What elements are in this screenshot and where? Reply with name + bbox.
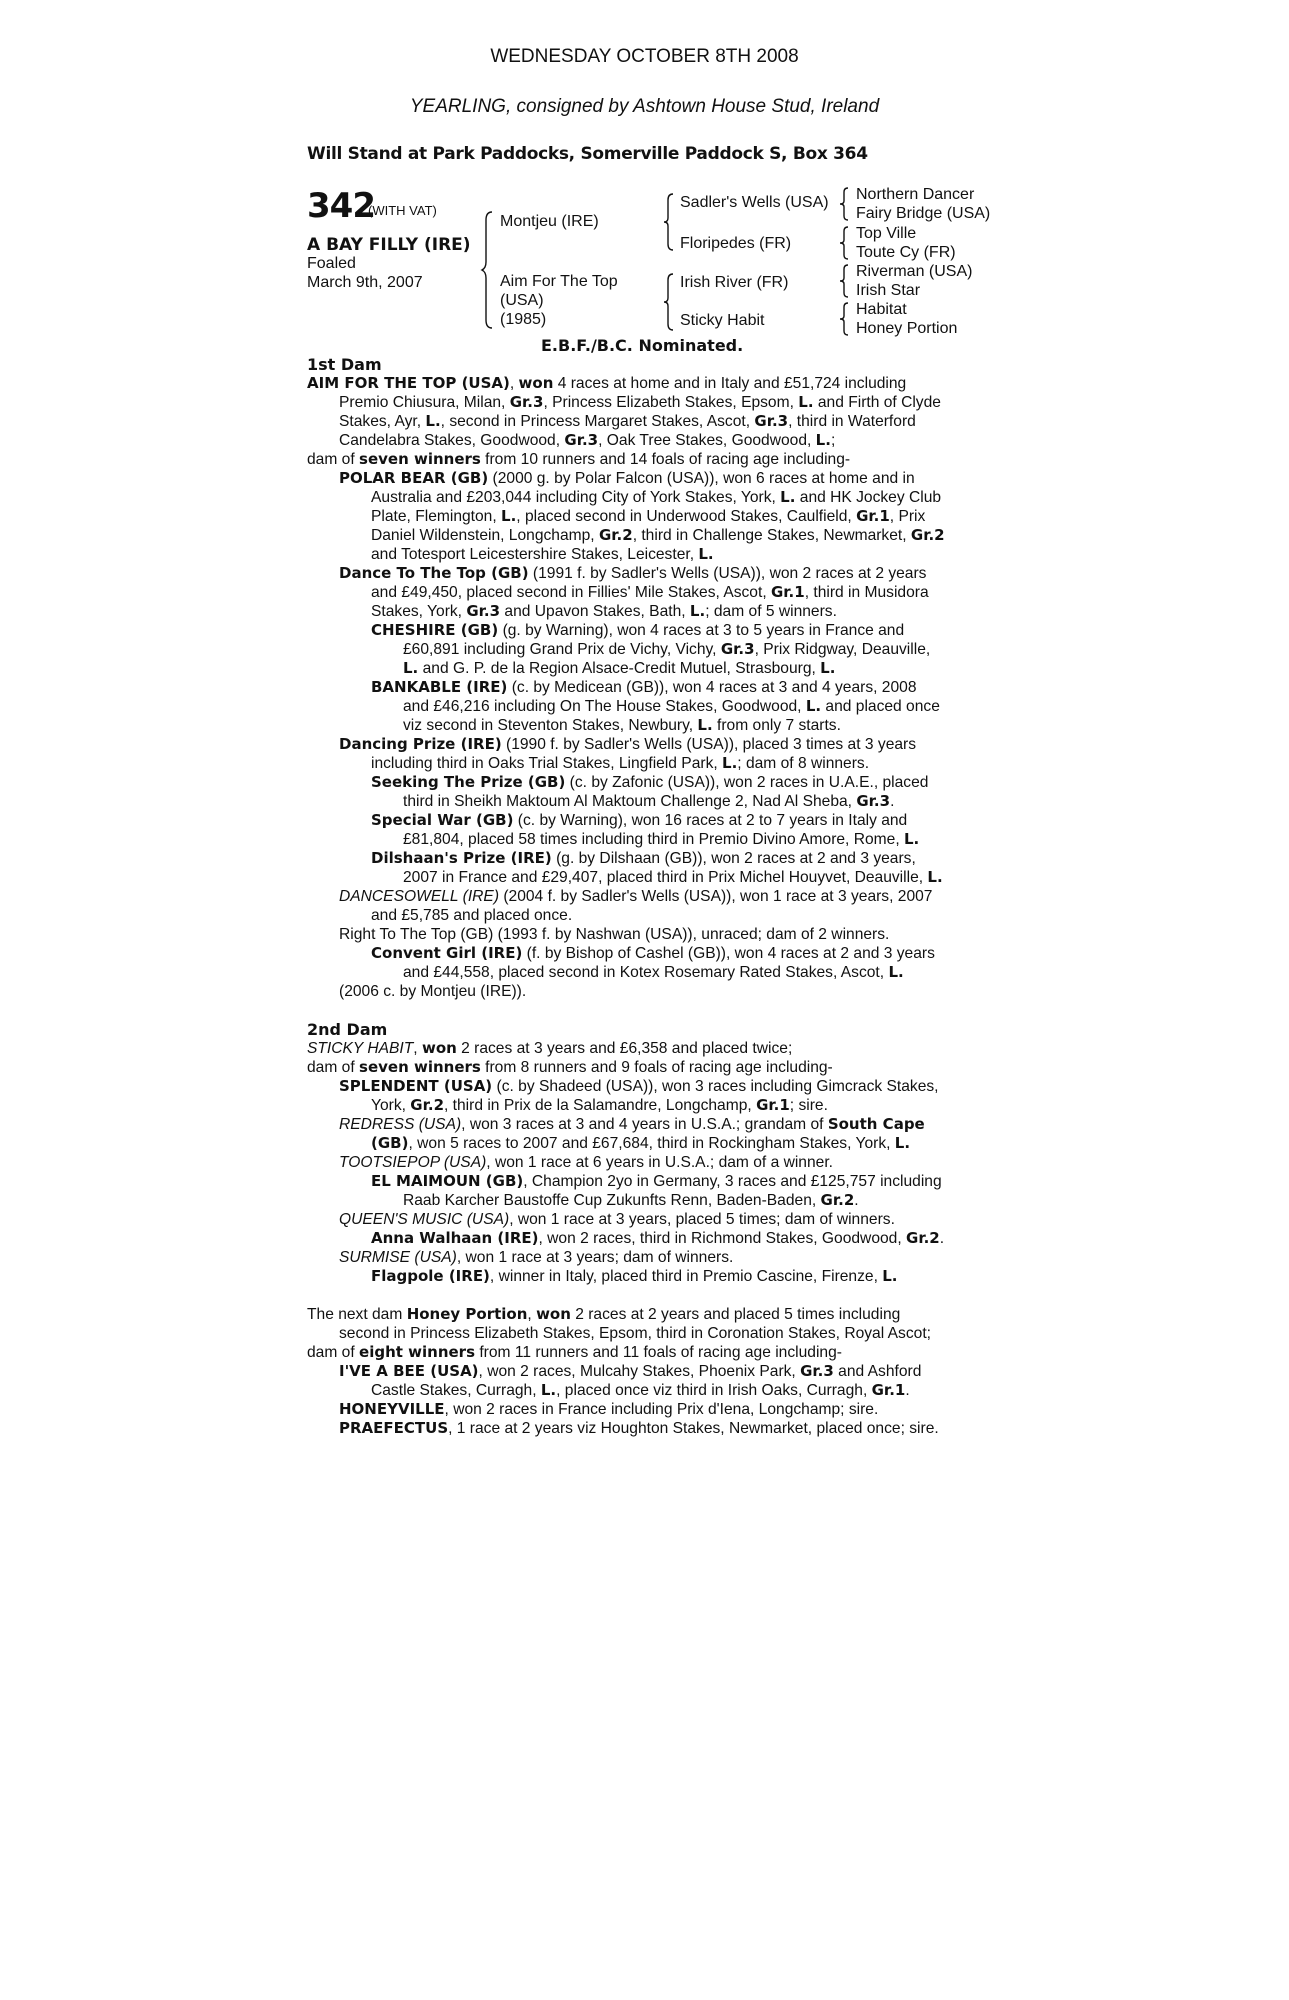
pedigree-sds: Top Ville — [856, 225, 917, 242]
pedigree-dam-line2: (USA) — [500, 292, 544, 309]
second-dam-section — [307, 1039, 977, 1286]
first-dam-line: L. and G. P. de la Region Alsace-Credit Mutuel, Strasbourg, L. — [403, 659, 836, 677]
second-dam-line: TOOTSIEPOP (USA), won 1 race at 6 years in U.S.A.; dam of a winner. — [339, 1154, 833, 1171]
pedigree-dsd: Irish Star — [856, 282, 921, 299]
second-dam-line: SPLENDENT (USA) (c. by Shadeed (USA)), won 3 races including Gimcrack Stakes, — [339, 1077, 939, 1095]
first-dam-line: (2006 c. by Montjeu (IRE)). — [339, 983, 527, 1000]
first-dam-line: Right To The Top (GB) (1993 f. by Nashwan (USA)), unraced; dam of 2 winners. — [339, 926, 890, 943]
next-dam-line: PRAEFECTUS, 1 race at 2 years viz Houghton Stakes, Newmarket, placed once; sire. — [339, 1419, 939, 1437]
first-dam-line: POLAR BEAR (GB) (2000 g. by Polar Falcon (USA)), won 6 races at home and in — [339, 469, 915, 487]
first-dam-line: Convent Girl (IRE) (f. by Bishop of Cashel (GB)), won 4 races at 2 and 3 years — [371, 944, 935, 962]
sale-date: WEDNESDAY OCTOBER 8TH 2008 — [490, 46, 799, 67]
pedigree-sire: Montjeu (IRE) — [500, 213, 599, 230]
pedigree-dam-line1: Aim For The Top — [500, 273, 618, 290]
first-dam-line: AIM FOR THE TOP (USA), won 4 races at home and in Italy and £51,724 including — [307, 374, 907, 392]
first-dam-line: and Totesport Leicestershire Stakes, Leicester, L. — [371, 545, 714, 563]
pedigree-bracket-ds — [839, 263, 851, 299]
second-dam-line: SURMISE (USA), won 1 race at 3 years; dam of winners. — [339, 1249, 734, 1266]
first-dam-line: £81,804, placed 58 times including third in Premio Divino Amore, Rome, L. — [403, 830, 920, 848]
next-dam-line: second in Princess Elizabeth Stakes, Epsom, third in Coronation Stakes, Royal Ascot; — [339, 1325, 931, 1342]
second-dam-line: QUEEN'S MUSIC (USA), won 1 race at 3 years, placed 5 times; dam of winners. — [339, 1211, 895, 1228]
first-dam-line: Stakes, York, Gr.3 and Upavon Stakes, Bath, L.; dam of 5 winners. — [371, 602, 837, 620]
produce-record — [307, 355, 977, 1438]
pedigree-bracket-dd — [839, 301, 851, 337]
second-dam-line: Flagpole (IRE), winner in Italy, placed third in Premio Cascine, Firenze, L. — [371, 1267, 898, 1285]
pedigree-dam-dam: Sticky Habit — [680, 312, 765, 329]
first-dam-line: including third in Oaks Trial Stakes, Lingfield Park, L.; dam of 8 winners. — [371, 754, 870, 772]
next-dam-line: Castle Stakes, Curragh, L., placed once viz third in Irish Oaks, Curragh, Gr.1. — [371, 1381, 910, 1399]
pedigree-bracket-ss — [839, 186, 851, 222]
second-dam-line: York, Gr.2, third in Prix de la Salamandre, Longchamp, Gr.1; sire. — [371, 1096, 828, 1114]
first-dam-line: and £44,558, placed second in Kotex Rosemary Rated Stakes, Ascot, L. — [403, 963, 904, 981]
second-dam-line: dam of seven winners from 8 runners and 9 foals of racing age including- — [307, 1058, 833, 1076]
foaled-date: March 9th, 2007 — [307, 274, 423, 291]
first-dam-line: £60,891 including Grand Prix de Vichy, Vichy, Gr.3, Prix Ridgway, Deauville, — [403, 640, 931, 658]
first-dam-line: and £46,216 including On The House Stakes, Goodwood, L. and placed once — [403, 697, 940, 715]
nomination-note: E.B.F./B.C. Nominated. — [541, 336, 744, 355]
pedigree-sdd: Toute Cy (FR) — [856, 244, 956, 261]
first-dam-line: Candelabra Stakes, Goodwood, Gr.3, Oak Tree Stakes, Goodwood, L.; — [339, 431, 836, 449]
first-dam-line: Stakes, Ayr, L., second in Princess Margaret Stakes, Ascot, Gr.3, third in Waterford — [339, 412, 916, 430]
pedigree-ssd: Fairy Bridge (USA) — [856, 205, 991, 222]
first-dam-line: Daniel Wildenstein, Longchamp, Gr.2, third in Challenge Stakes, Newmarket, Gr.2 — [371, 526, 945, 544]
second-dam-line: Anna Walhaan (IRE), won 2 races, third in Richmond Stakes, Goodwood, Gr.2. — [371, 1229, 945, 1247]
pedigree-sss: Northern Dancer — [856, 186, 975, 203]
pedigree-bracket-sire — [664, 192, 676, 252]
first-dam-heading: 1st Dam — [307, 355, 382, 374]
horse-name: A BAY FILLY (IRE) — [307, 235, 471, 255]
first-dam-line: and £5,785 and placed once. — [371, 907, 573, 924]
first-dam-line: Premio Chiusura, Milan, Gr.3, Princess Elizabeth Stakes, Epsom, L. and Firth of Clyde — [339, 393, 941, 411]
first-dam-line: Seeking The Prize (GB) (c. by Zafonic (USA)), won 2 races in U.A.E., placed — [371, 773, 929, 791]
pedigree-bracket-sd — [839, 225, 851, 261]
first-dam-line: and £49,450, placed second in Fillies' Mile Stakes, Ascot, Gr.1, third in Musidora — [371, 583, 929, 601]
first-dam-line: BANKABLE (IRE) (c. by Medicean (GB)), won 4 races at 3 and 4 years, 2008 — [371, 678, 917, 696]
first-dam-line: Plate, Flemington, L., placed second in Underwood Stakes, Caulfield, Gr.1, Prix — [371, 507, 926, 525]
consignor-line: YEARLING, consigned by Ashtown House Stud, Ireland — [409, 96, 880, 117]
second-dam-heading: 2nd Dam — [307, 1020, 388, 1039]
first-dam-line: Dance To The Top (GB) (1991 f. by Sadler's Wells (USA)), won 2 races at 2 years — [339, 564, 927, 582]
pedigree-dam-sire: Irish River (FR) — [680, 274, 789, 291]
pedigree-dds: Habitat — [856, 301, 907, 318]
next-dam-section — [307, 1305, 977, 1438]
next-dam-line: dam of eight winners from 11 runners and 11 foals of racing age including- — [307, 1343, 842, 1361]
pedigree-bracket-dam — [664, 272, 676, 332]
first-dam-line: Australia and £203,044 including City of York Stakes, York, L. and HK Jockey Club — [371, 488, 942, 506]
pedigree-bracket-gen1 — [482, 210, 496, 330]
first-dam-line: viz second in Steventon Stakes, Newbury, L. from only 7 starts. — [403, 716, 841, 734]
pedigree-ddd: Honey Portion — [856, 320, 958, 337]
lot-number: 342 — [307, 186, 375, 226]
first-dam-line: third in Sheikh Maktoum Al Maktoum Challenge 2, Nad Al Sheba, Gr.3. — [403, 792, 895, 810]
stand-location: Will Stand at Park Paddocks, Somerville Paddock S, Box 364 — [307, 144, 868, 164]
first-dam-section — [307, 374, 977, 1001]
first-dam-line: Dancing Prize (IRE) (1990 f. by Sadler's Wells (USA)), placed 3 times at 3 years — [339, 735, 917, 753]
second-dam-line: Raab Karcher Baustoffe Cup Zukunfts Renn, Baden-Baden, Gr.2. — [403, 1191, 859, 1209]
next-dam-line: I'VE A BEE (USA), won 2 races, Mulcahy Stakes, Phoenix Park, Gr.3 and Ashford — [339, 1362, 922, 1380]
first-dam-line: DANCESOWELL (IRE) (2004 f. by Sadler's Wells (USA)), won 1 race at 3 years, 2007 — [339, 888, 933, 905]
first-dam-line: 2007 in France and £29,407, placed third in Prix Michel Houyvet, Deauville, L. — [403, 868, 943, 886]
next-dam-line: The next dam Honey Portion, won 2 races at 2 years and placed 5 times including — [307, 1305, 901, 1323]
second-dam-line: EL MAIMOUN (GB), Champion 2yo in Germany, 3 races and £125,757 including — [371, 1172, 942, 1190]
first-dam-line: Special War (GB) (c. by Warning), won 16 races at 2 to 7 years in Italy and — [371, 811, 908, 829]
foaled-label: Foaled — [307, 255, 356, 272]
vat-note: (WITH VAT) — [368, 203, 437, 218]
pedigree-dam-line3: (1985) — [500, 311, 547, 328]
first-dam-line: CHESHIRE (GB) (g. by Warning), won 4 races at 3 to 5 years in France and — [371, 621, 905, 639]
pedigree-sire-sire: Sadler's Wells (USA) — [680, 194, 829, 211]
next-dam-line: HONEYVILLE, won 2 races in France including Prix d'Iena, Longchamp; sire. — [339, 1400, 879, 1418]
second-dam-line: REDRESS (USA), won 3 races at 3 and 4 years in U.S.A.; grandam of South Cape — [339, 1115, 925, 1133]
second-dam-line: (GB), won 5 races to 2007 and £67,684, third in Rockingham Stakes, York, L. — [371, 1134, 911, 1152]
first-dam-line: dam of seven winners from 10 runners and 14 foals of racing age including- — [307, 450, 851, 468]
pedigree-dss: Riverman (USA) — [856, 263, 973, 280]
second-dam-line: STICKY HABIT, won 2 races at 3 years and £6,358 and placed twice; — [307, 1039, 793, 1057]
pedigree-sire-dam: Floripedes (FR) — [680, 235, 792, 252]
first-dam-line: Dilshaan's Prize (IRE) (g. by Dilshaan (GB)), won 2 races at 2 and 3 years, — [371, 849, 916, 867]
